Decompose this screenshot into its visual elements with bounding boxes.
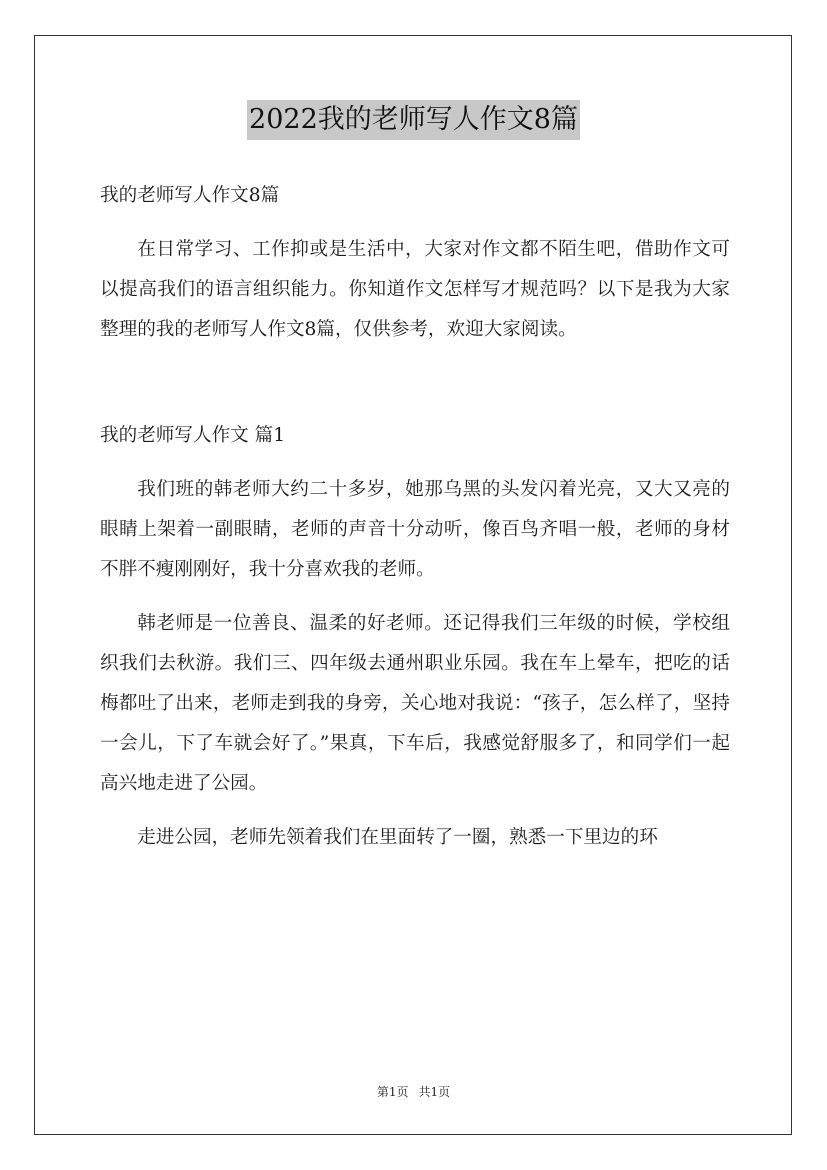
body-paragraph: 走进公园，老师先领着我们在里面转了一圈，熟悉一下里边的环 bbox=[137, 827, 658, 848]
document-subtitle: 我的老师写人作文8篇 bbox=[100, 185, 280, 206]
section-spacer bbox=[100, 350, 730, 416]
page-number-total: 共1页 bbox=[418, 1085, 451, 1099]
body-paragraph: 韩老师是一位善良、温柔的好老师。还记得我们三年级的时候，学校组织我们去秋游。我们三、四年级去通州职业乐园。我在车上晕车，把吃的话梅都吐了出来，老师走到我的身旁，关心地对我说：“孩子，怎么样了，坚持一会儿，下了车就会好了。”果真，下车后，我感觉舒服多了，和同学们一起高兴地走进了公园。 bbox=[100, 613, 730, 794]
intro-paragraph: 在日常学习、工作抑或是生活中，大家对作文都不陌生吧，借助作文可以提高我们的语言组织能力。你知道作文怎样写才规范吗？以下是我为大家整理的我的老师写人作文8篇，仅供参考，欢迎大家阅读。 bbox=[100, 239, 730, 340]
page-footer bbox=[0, 1084, 827, 1100]
document-title: 2022我的老师写人作文8篇 bbox=[247, 100, 580, 140]
body-paragraph: 我们班的韩老师大约二十多岁，她那乌黑的头发闪着光亮，又大又亮的眼睛上架着一副眼睛，老师的声音十分动听，像百鸟齐唱一般，老师的身材不胖不瘦刚刚好，我十分喜欢我的老师。 bbox=[100, 479, 730, 580]
section-heading: 我的老师写人作文 篇1 bbox=[100, 425, 286, 446]
page-number-current: 第1页 bbox=[376, 1085, 409, 1099]
document-body bbox=[100, 176, 730, 858]
title-container bbox=[0, 100, 827, 140]
